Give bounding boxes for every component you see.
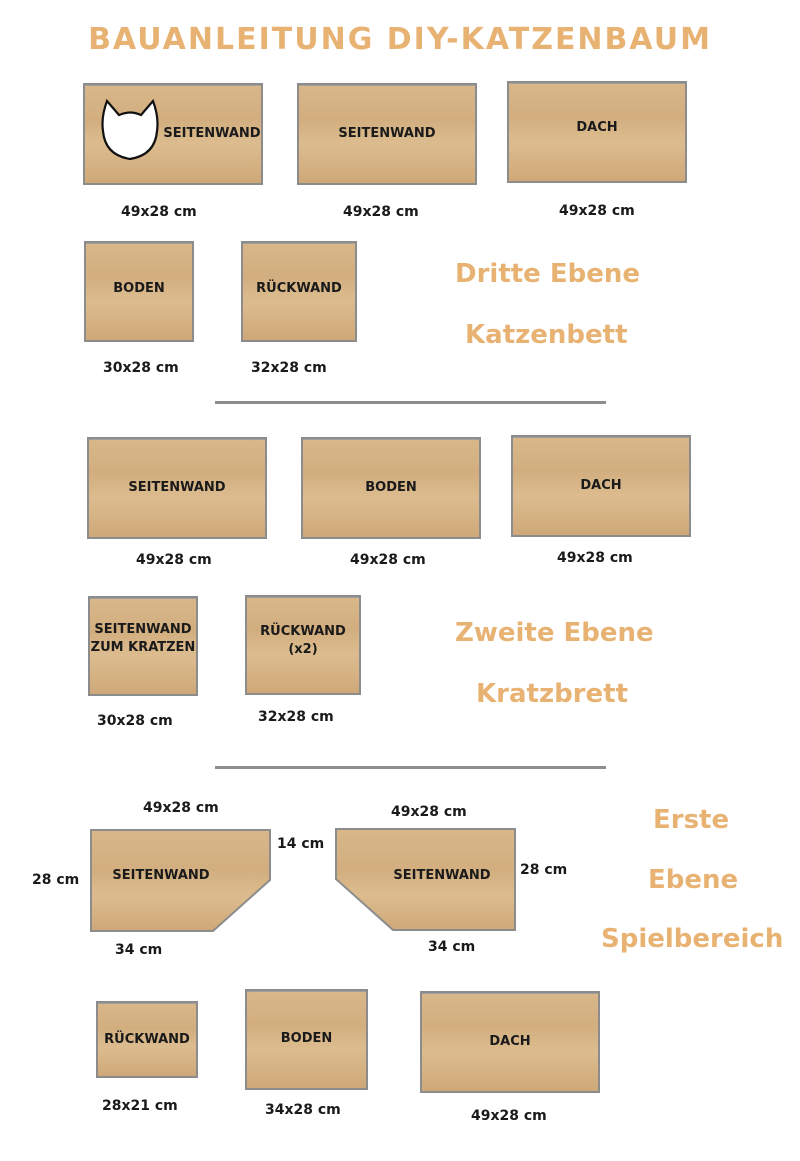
panel-l2-rueckwand [245, 595, 361, 695]
panel-dimension-left: 28 cm [32, 872, 80, 888]
panel-label: BODEN [113, 281, 165, 297]
panel-dimension-top: 49x28 cm [391, 804, 467, 820]
section-heading-line: Kratzbrett [476, 679, 629, 709]
panel-label: SEITENWAND [112, 868, 210, 883]
panel-l2-seitenwand [87, 437, 267, 539]
panel-dimension: 28x21 cm [102, 1098, 178, 1114]
panel-label-line: ZUM KRATZEN [90, 640, 196, 655]
panel-label: BODEN [280, 1030, 333, 1046]
panel-dimension: 32x28 cm [258, 709, 334, 725]
section-heading-line: Ebene [648, 865, 739, 895]
panel-label-line: RÜCKWAND [260, 624, 346, 640]
panel-l1-boden [245, 989, 368, 1090]
panel-dimension-top: 49x28 cm [143, 800, 219, 816]
panel-label: SEITENWAND [338, 126, 436, 142]
panel-l2-seitenwand-kratzen [88, 596, 198, 696]
panel-dimension: 49x28 cm [121, 204, 197, 220]
panel-l2-boden [301, 437, 481, 539]
panel-label [260, 623, 346, 658]
panel-dimension: 32x28 cm [251, 360, 327, 376]
panel-dimension: 49x28 cm [559, 203, 635, 219]
panel-l3-dach [507, 81, 687, 183]
panel-l3-rueckwand [241, 241, 357, 342]
panel-dimension: 30x28 cm [103, 360, 179, 376]
panel-l1-rueckwand [96, 1001, 198, 1078]
panel-l1-dach [420, 991, 600, 1093]
panel-dimension: 34x28 cm [265, 1102, 341, 1118]
panel-label: BODEN [365, 480, 417, 496]
panel-label [91, 621, 196, 656]
panel-label: SEITENWAND [128, 480, 226, 496]
section-heading-line: Zweite Ebene [455, 618, 654, 648]
section-heading-line: Erste [653, 805, 730, 835]
panel-label: SEITENWAND [163, 126, 261, 142]
panel-label: DACH [576, 120, 618, 136]
divider [215, 766, 606, 769]
panel-label: DACH [580, 478, 622, 494]
panel-dimension: 49x28 cm [557, 550, 633, 566]
panel-label: RÜCKWAND [104, 1031, 190, 1047]
divider [215, 401, 606, 404]
panel-dimension-cut: 14 cm [277, 836, 325, 852]
panel-label-line: (x2) [288, 642, 318, 657]
section-heading-line: Spielbereich [601, 924, 784, 954]
panel-dimension-bottom: 34 cm [428, 939, 476, 955]
panel-dimension: 49x28 cm [471, 1108, 547, 1124]
panel-dimension: 30x28 cm [97, 713, 173, 729]
panel-label: SEITENWAND [393, 868, 491, 883]
section-heading-line: Dritte Ebene [455, 259, 641, 289]
panel-dimension: 49x28 cm [136, 552, 212, 568]
section-heading-line: Katzenbett [465, 320, 628, 350]
cat-head-icon [97, 99, 163, 163]
panel-dimension-right: 28 cm [520, 862, 568, 878]
panel-l2-dach [511, 435, 691, 537]
panel-l3-boden [84, 241, 194, 342]
page-title: BAUANLEITUNG DIY-KATZENBAUM [88, 22, 712, 57]
panel-dimension: 49x28 cm [343, 204, 419, 220]
panel-l1-seitenwand-left [89, 828, 273, 934]
panel-l1-seitenwand-right [334, 827, 518, 933]
panel-dimension: 49x28 cm [350, 552, 426, 568]
panel-label-line: SEITENWAND [94, 622, 192, 638]
panel-label: DACH [489, 1034, 531, 1050]
panel-l3-seitenwand-1 [83, 83, 263, 185]
panel-dimension-bottom: 34 cm [115, 942, 163, 958]
panel-l3-seitenwand-2 [297, 83, 477, 185]
panel-label: RÜCKWAND [256, 281, 342, 297]
